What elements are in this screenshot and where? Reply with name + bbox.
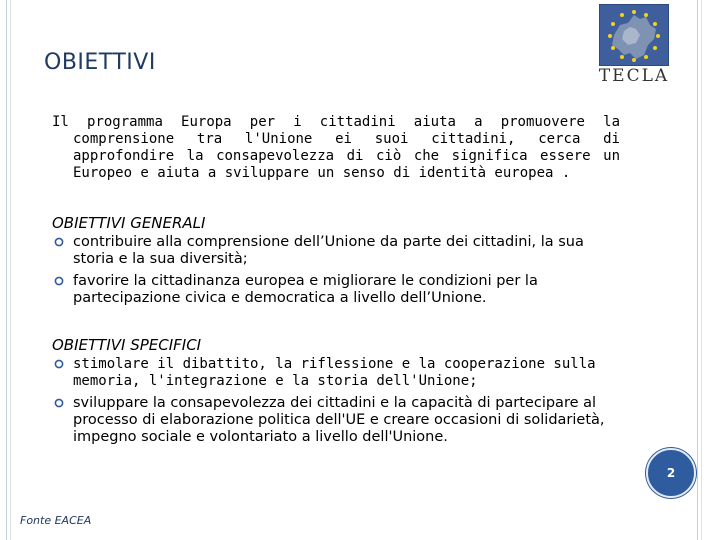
list-item [52,395,620,446]
list-item-text: contribuire alla comprensione dell’Unione da parte dei cittadini, la sua storia e la sua diversità; [73,234,584,267]
intro-paragraph: Il programma Europa per i cittadini aiuta a promuovere la comprensione tra l'Unione ei suoi cittadini, cerca di approfondire la consapevolezza di ciò che significa essere un Europeo e aiuta a sviluppare un senso di identità europea . [52,114,620,181]
slide-title: OBIETTIVI [44,50,156,75]
general-objectives-list [52,234,620,307]
list-item-text: sviluppare la consapevolezza dei cittadini e la capacità di partecipare al processo di elaborazione politica dell'UE e creare occasioni di solidarietà, impegno sociale e volontariato a livello dell'Unione. [73,395,605,445]
list-item [52,273,620,307]
section-heading-specific: OBIETTIVI SPECIFICI [52,336,202,354]
source-note: Fonte EACEA [20,514,92,527]
frame-line-left-inner [10,0,11,540]
logo-text: TECLA [598,66,670,86]
section-heading-general: OBIETTIVI GENERALI [52,214,206,232]
page-number-badge: 2 [646,448,696,498]
ring-bullet-icon [54,276,64,286]
frame-line-right [697,0,698,540]
frame-line-left [6,0,7,540]
list-item [52,356,620,390]
eu-map-stars-icon [599,4,669,66]
frame-line-right-inner [701,0,702,540]
tecla-logo [594,4,674,88]
ring-bullet-icon [54,398,64,408]
ring-bullet-icon [54,237,64,247]
list-item [52,234,620,268]
specific-objectives-list [52,356,620,446]
slide-body [52,114,620,451]
list-item-text: stimolare il dibattito, la riflessione e la cooperazione sulla memoria, l'integrazione e la storia dell'Unione; [73,356,596,389]
list-item-text: favorire la cittadinanza europea e migliorare le condizioni per la partecipazione civica e democratica a livello dell’Unione. [73,273,538,306]
ring-bullet-icon [54,359,64,369]
